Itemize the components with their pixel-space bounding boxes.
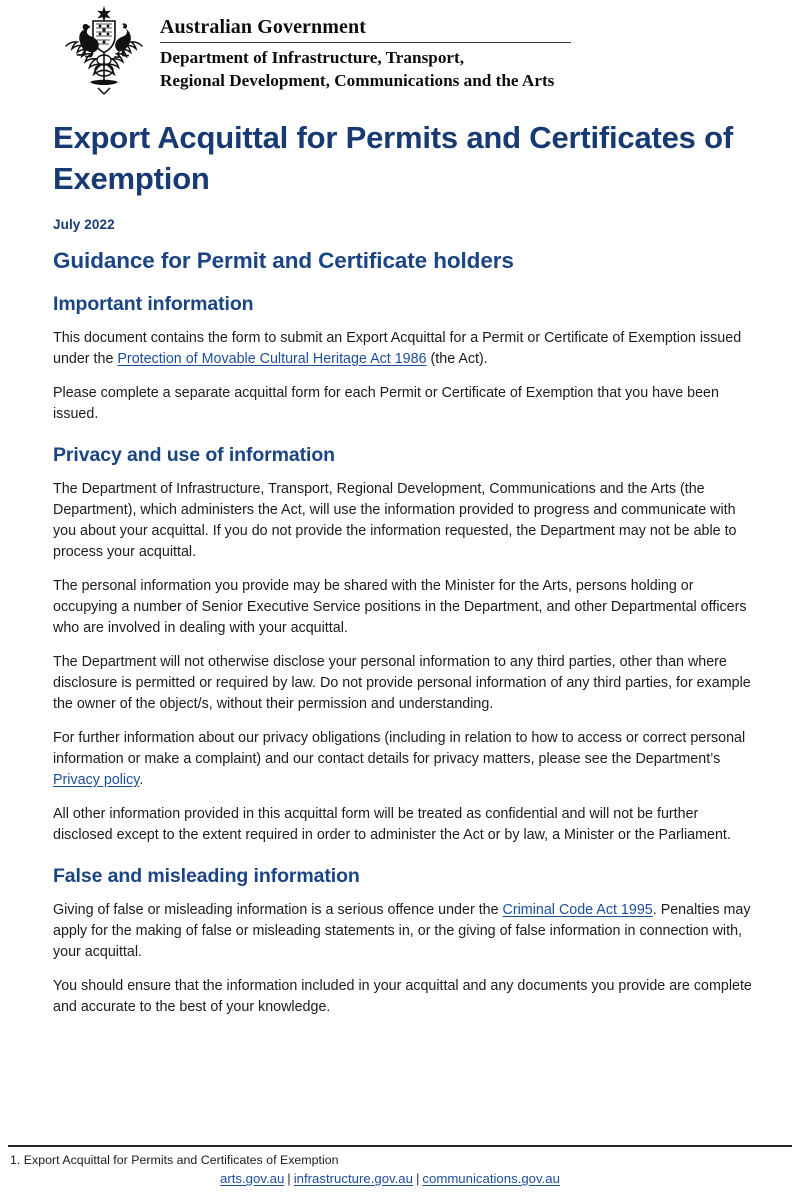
footer-link-communications-gov-au[interactable]: communications.gov.au <box>422 1171 560 1186</box>
paragraph-text: . Penalties may apply for the making of false or misleading statements in, or the giving of false information in connection with, your acquittal. <box>53 902 751 961</box>
paragraph-text: Giving of false or misleading information is a serious offence under the <box>53 902 503 919</box>
paragraph-text: (the Act). <box>426 350 488 367</box>
paragraph <box>53 804 755 846</box>
document-subtitle: Guidance for Permit and Certificate holders <box>53 247 514 273</box>
paragraph-text: This document contains the form to submit an Export Acquittal for a Permit or Certificate of Exemption issued under the <box>53 329 742 367</box>
document-link[interactable]: Criminal Code Act 1995 <box>502 902 653 919</box>
paragraph <box>53 976 755 1018</box>
paragraph-text: Please complete a separate acquittal form for each Permit or Certificate of Exemption that you have been issued. <box>53 384 719 422</box>
footer-link-infrastructure-gov-au[interactable]: infrastructure.gov.au <box>293 1171 413 1186</box>
paragraph <box>53 728 755 791</box>
paragraph-text: . <box>139 772 144 789</box>
paragraph-text: For further information about our privacy obligations (including in relation to how to access or correct personal information or make a complaint) and our contact details for privacy matters, please see the Department’s <box>53 730 746 768</box>
paragraph <box>53 652 755 715</box>
paragraph <box>53 900 755 963</box>
document-link[interactable]: Privacy policy <box>53 772 140 789</box>
section-heading: False and misleading information <box>53 865 360 888</box>
paragraph-text: The Department of Infrastructure, Transport, Regional Development, Communications and the Arts (the Department), which administers the Act, will use the information provided to progress and communicate with you about your acquittal. If you do not provide the information requested, the Department may not be able to process your acquittal. <box>53 480 737 560</box>
document-content <box>0 118 800 1018</box>
page-title: Export Acquittal for Permits and Certificates of Exemption <box>53 120 733 196</box>
masthead <box>0 0 800 104</box>
paragraph <box>53 328 755 370</box>
paragraph-text: The personal information you provide may be shared with the Minister for the Arts, persons holding or occupying a number of Senior Executive Service positions in the Department, and other Departmental officers who are involved in dealing with your acquittal. <box>53 577 747 636</box>
paragraph <box>53 479 755 563</box>
sections-container <box>53 293 755 1018</box>
paragraph <box>53 576 755 639</box>
paragraph-text: You should ensure that the information included in your acquittal and any documents you provide are complete and accurate to the best of your knowledge. <box>53 978 752 1016</box>
department-name-line-2: Regional Development, Communications and the Arts <box>160 70 555 90</box>
masthead-text <box>160 4 580 92</box>
document-link[interactable]: Protection of Movable Cultural Heritage Act 1986 <box>117 350 427 367</box>
australian-coat-of-arms-icon <box>52 2 156 98</box>
paragraph-text: The Department will not otherwise disclose your personal information to any third parties, other than where disclosure is permitted or required by law. Do not provide personal information of any third parties, for example the owner of the object/s, without their permission and understanding. <box>53 653 751 713</box>
paragraph-text: All other information provided in this acquittal form will be treated as confidential and will not be further disclosed except to the extent required in order to administer the Act or by law, a Minister or the Parliament. <box>53 806 731 844</box>
department-name-line-1: Department of Infrastructure, Transport, <box>160 48 465 67</box>
footer-links <box>0 1168 800 1186</box>
page-footer <box>0 1145 800 1186</box>
section-heading: Privacy and use of information <box>53 443 335 466</box>
department-name <box>160 43 580 92</box>
footer-link-arts-gov-au[interactable]: arts.gov.au <box>220 1171 285 1186</box>
government-name: Australian Government <box>160 16 571 43</box>
footer-link-separator: | <box>287 1171 291 1186</box>
section-heading: Important information <box>53 292 254 315</box>
footer-link-separator: | <box>415 1171 420 1186</box>
paragraph <box>53 383 755 425</box>
document-date: July 2022 <box>53 216 115 232</box>
footer-page-label: 1. Export Acquittal for Permits and Certificates of Exemption <box>10 1152 339 1167</box>
